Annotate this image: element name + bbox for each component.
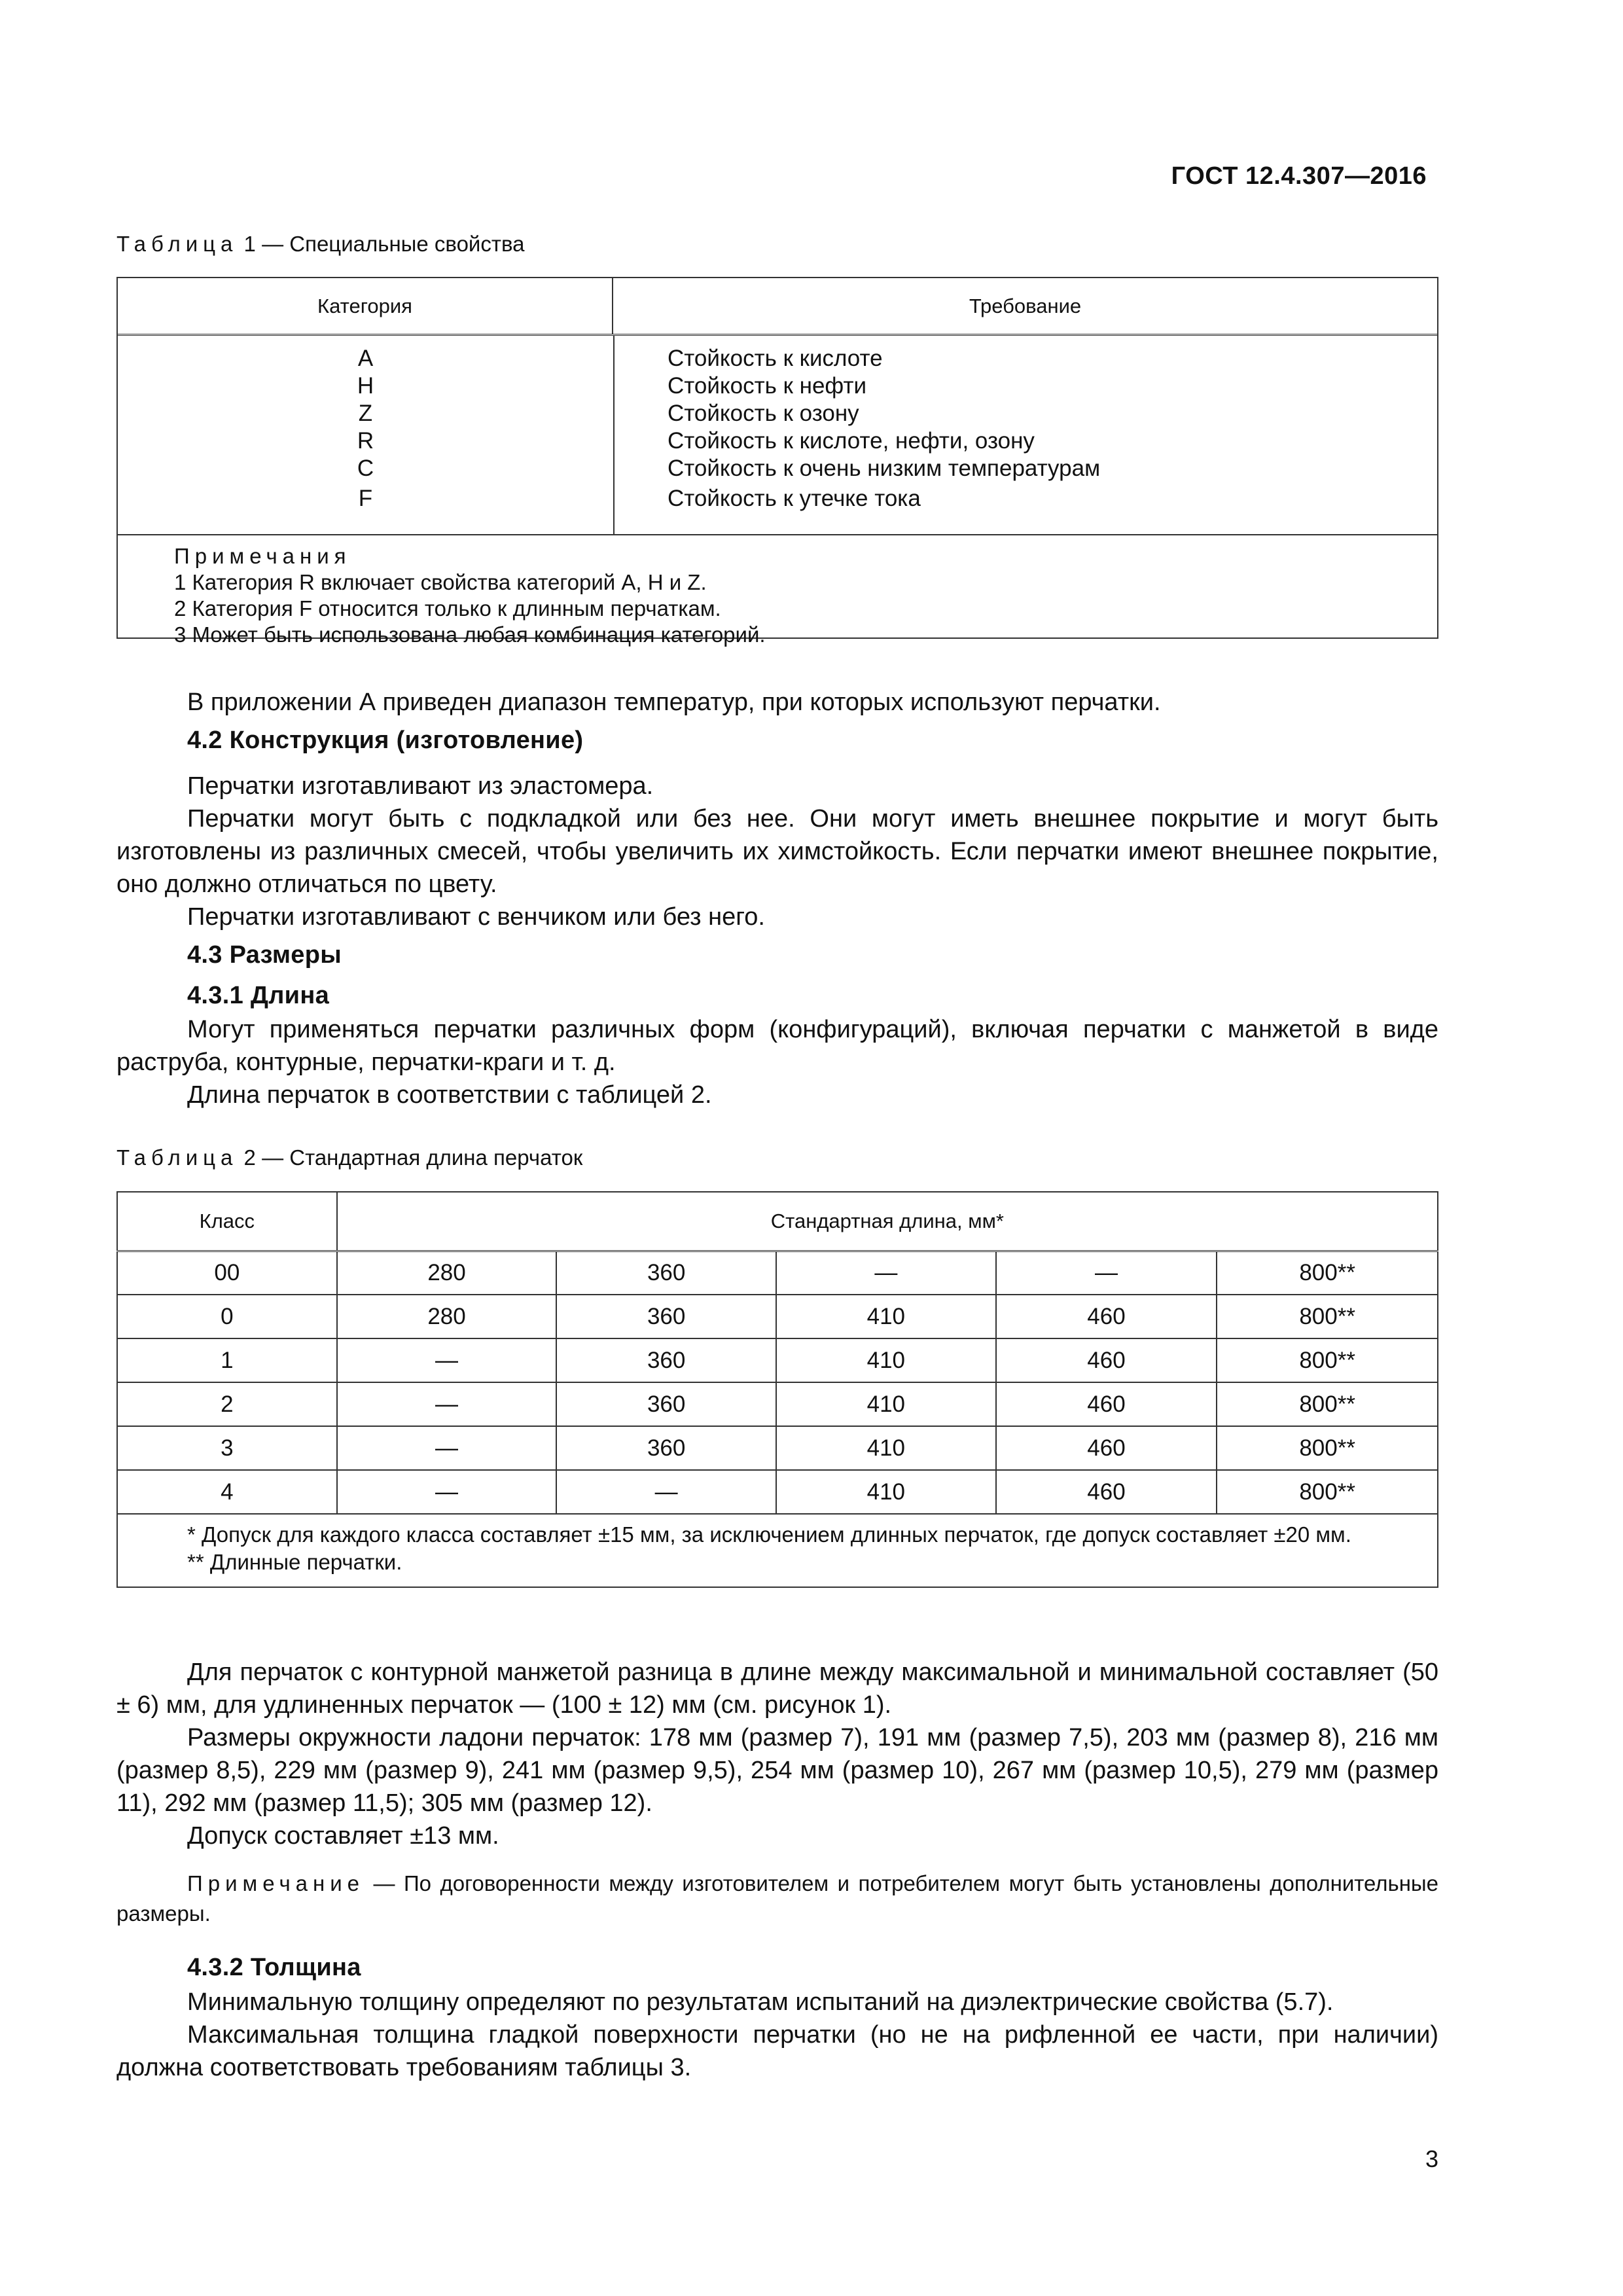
table2-value-cell: 800** xyxy=(1217,1338,1438,1382)
table2-value-cell: — xyxy=(337,1470,557,1514)
table2-caption xyxy=(116,1145,582,1170)
table1-header xyxy=(118,278,1437,336)
heading-4-3: 4.3 Размеры xyxy=(187,941,342,969)
table1-note: 2 Категория F относится только к длинным перчаткам. xyxy=(174,596,721,620)
table2-value-cell: — xyxy=(337,1426,557,1470)
table1-requirement: Стойкость к утечке тока xyxy=(668,486,921,511)
table1-category: C xyxy=(357,456,374,481)
table2-class-cell: 2 xyxy=(117,1382,337,1426)
table-row xyxy=(117,1470,1438,1514)
table2-value-cell: 800** xyxy=(1217,1251,1438,1295)
table1-requirements xyxy=(668,345,1100,512)
table2-footnote-row xyxy=(117,1514,1438,1587)
table1-category: Z xyxy=(358,401,373,426)
table2-class-cell: 1 xyxy=(117,1338,337,1382)
table1-caption xyxy=(116,232,524,257)
table2-class-cell: 3 xyxy=(117,1426,337,1470)
table2-value-cell: 410 xyxy=(776,1295,996,1338)
paragraph-tolerance: Допуск составляет ±13 мм. xyxy=(187,1822,499,1850)
paragraph-max-thickness: Максимальная толщина гладкой поверхности перчатки (но не на рифленной ее части, при наличии) должна соответствовать требованиям таблицы 3. xyxy=(116,2021,1438,2081)
table2-class-cell: 0 xyxy=(117,1295,337,1338)
table-row xyxy=(117,1338,1438,1382)
table1-notes xyxy=(118,535,1437,647)
table-row xyxy=(117,1426,1438,1470)
table1-header-requirement: Требование xyxy=(969,294,1082,317)
table1-column-divider xyxy=(613,336,615,534)
page-number: 3 xyxy=(1425,2145,1438,2172)
table1-requirement: Стойкость к нефти xyxy=(668,373,867,399)
table2-value-cell: 800** xyxy=(1217,1295,1438,1338)
table2-header-length: Стандартная длина, мм* xyxy=(337,1192,1438,1251)
table2-value-cell: 460 xyxy=(996,1338,1217,1382)
table2-value-cell: — xyxy=(776,1251,996,1295)
table1-requirement: Стойкость к озону xyxy=(668,401,859,426)
table1-note: 3 Может быть использована любая комбинация категорий. xyxy=(174,622,766,647)
table2-value-cell: 280 xyxy=(337,1295,557,1338)
table1 xyxy=(116,277,1438,647)
paragraph-contour-cuff: Для перчаток с контурной манжетой разница в длине между максимальной и минимальной составляет (50 ± 6) мм, для удлиненных перчаток — (100 ± 12) мм (см. рисунок 1). xyxy=(116,1659,1438,1719)
table2-value-cell: 460 xyxy=(996,1426,1217,1470)
table2-value-cell: 460 xyxy=(996,1470,1217,1514)
table1-requirement: Стойкость к кислоте, нефти, озону xyxy=(668,428,1035,454)
heading-4-3-1: 4.3.1 Длина xyxy=(187,982,330,1009)
table2-value-cell: — xyxy=(337,1338,557,1382)
paragraph-palm-sizes: Размеры окружности ладони перчаток: 178 мм (размер 7), 191 мм (размер 7,5), 203 мм (размер 8), 216 мм (размер 8,5), 229 мм (размер 9), 241 мм (размер 9,5), 254 мм (размер 10), 267 мм (размер 10,5), 279 мм (размер 11), 292 мм (размер 11,5); 305 мм (размер 12). xyxy=(116,1724,1438,1817)
table1-caption-prefix: Таблица xyxy=(116,232,238,256)
table2-value-cell: 410 xyxy=(776,1426,996,1470)
table2-value-cell: 360 xyxy=(556,1382,776,1426)
table1-category: F xyxy=(358,486,373,511)
table1-body xyxy=(118,336,1437,535)
table1-category: H xyxy=(357,373,374,399)
paragraph-length-reference: Длина перчаток в соответствии с таблицей 2. xyxy=(187,1081,712,1109)
table1-requirement: Стойкость к кислоте xyxy=(668,346,883,371)
table-row xyxy=(117,1295,1438,1338)
table2-value-cell: 410 xyxy=(776,1382,996,1426)
table2-class-cell: 4 xyxy=(117,1470,337,1514)
table2-value-cell: — xyxy=(996,1251,1217,1295)
table1-note: 1 Категория R включает свойства категорий A, H и Z. xyxy=(174,570,707,594)
table2-header-class: Класс xyxy=(117,1192,337,1251)
size-note-prefix: Примечание xyxy=(187,1871,365,1895)
table2-value-cell: 410 xyxy=(776,1470,996,1514)
heading-4-3-2: 4.3.2 Толщина xyxy=(187,1954,361,1981)
size-note-text: — По договоренности между изготовителем и потребителем могут быть установлены дополнительные размеры. xyxy=(116,1871,1438,1926)
heading-4-2: 4.2 Конструкция (изготовление) xyxy=(187,726,584,754)
table2-value-cell: 280 xyxy=(337,1251,557,1295)
table2-value-cell: 360 xyxy=(556,1251,776,1295)
table2 xyxy=(116,1191,1438,1588)
paragraph-annex-reference: В приложении А приведен диапазон температур, при которых используют перчатки. xyxy=(187,689,1161,716)
table1-categories xyxy=(118,345,613,512)
table2-value-cell: 410 xyxy=(776,1338,996,1382)
table1-notes-title: Примечания xyxy=(174,544,351,568)
table1-requirement: Стойкость к очень низким температурам xyxy=(668,456,1101,481)
table1-category: R xyxy=(357,428,374,454)
table2-value-cell: 460 xyxy=(996,1382,1217,1426)
table2-footnote-tolerance: * Допуск для каждого класса составляет ±15 мм, за исключением длинных перчаток, где допуск составляет ±20 мм. xyxy=(187,1522,1351,1547)
table2-value-cell: 800** xyxy=(1217,1470,1438,1514)
table2-value-cell: — xyxy=(337,1382,557,1426)
document-number: ГОСТ 12.4.307—2016 xyxy=(1171,162,1427,190)
paragraph-forms: Могут применяться перчатки различных форм (конфигураций), включая перчатки с манжетой в виде раструба, контурные, перчатки-краги и т. д. xyxy=(116,1016,1438,1076)
table2-value-cell: 460 xyxy=(996,1295,1217,1338)
table-row xyxy=(117,1251,1438,1295)
paragraph-lining: Перчатки могут быть с подкладкой или без нее. Они могут иметь внешнее покрытие и могут быть изготовлены из различных смесей, чтобы увеличить их химстойкость. Если перчатки имеют внешнее покрытие, оно должно отличаться по цвету. xyxy=(116,805,1438,898)
table2-caption-prefix: Таблица xyxy=(116,1145,238,1170)
table1-caption-title: 1 — Специальные свойства xyxy=(238,232,525,256)
table2-footnote-long-gloves: ** Длинные перчатки. xyxy=(187,1550,402,1574)
paragraph-min-thickness: Минимальную толщину определяют по результатам испытаний на диэлектрические свойства (5.7). xyxy=(187,1988,1334,2016)
table2-value-cell: — xyxy=(556,1470,776,1514)
table1-category: A xyxy=(357,346,374,371)
table2-header-row xyxy=(117,1192,1438,1251)
table2-value-cell: 360 xyxy=(556,1338,776,1382)
table2-caption-title: 2 — Стандартная длина перчаток xyxy=(238,1145,583,1170)
table2-value-cell: 360 xyxy=(556,1426,776,1470)
table2-value-cell: 800** xyxy=(1217,1382,1438,1426)
table2-value-cell: 800** xyxy=(1217,1426,1438,1470)
table-row xyxy=(117,1382,1438,1426)
table2-class-cell: 00 xyxy=(117,1251,337,1295)
table2-footnotes xyxy=(117,1514,1438,1587)
table1-header-category: Категория xyxy=(118,278,613,334)
size-note xyxy=(116,1869,1438,1929)
paragraph-elastomer: Перчатки изготавливают из эластомера. xyxy=(187,772,654,800)
table2-value-cell: 360 xyxy=(556,1295,776,1338)
paragraph-rim: Перчатки изготавливают с венчиком или без него. xyxy=(187,903,765,931)
